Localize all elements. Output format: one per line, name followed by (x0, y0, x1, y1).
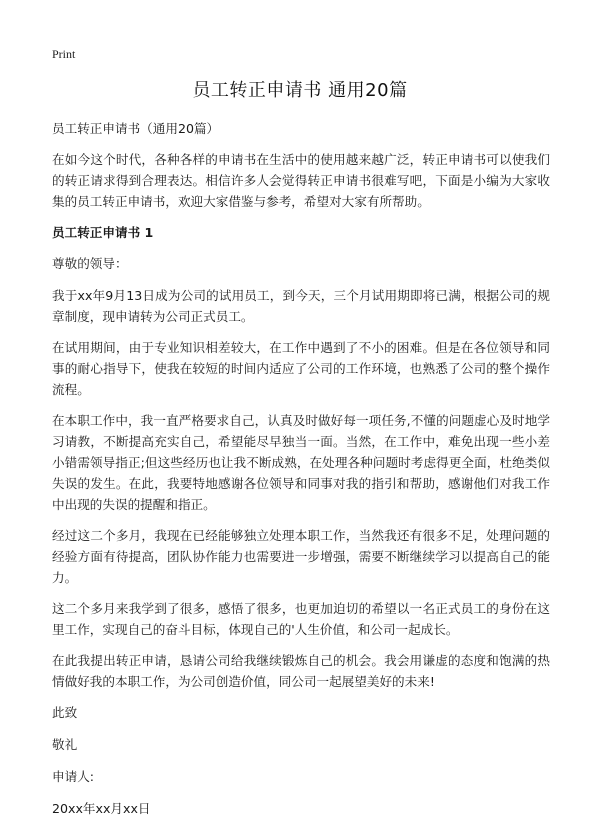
print-label: Print (52, 47, 76, 61)
body-paragraph: 这二个多月来我学到了很多，感悟了很多，也更加迫切的希望以一名正式员工的身份在这里工作，实现自己的奋斗目标，体现自己的'人生价值，和公司一起成长。 (52, 601, 550, 637)
body-paragraph: 在试用期间，由于专业知识相差较大，在工作中遇到了不小的困难。但是在各位领导和同事的耐心指导下，使我在较短的时间内适应了公司的工作环境，也熟悉了公司的整个操作流程。 (52, 340, 550, 397)
closing-line: 此致 (52, 705, 78, 720)
closing-salute: 敬礼 (52, 737, 78, 752)
body-paragraph: 经过这二个多月，我现在已经能够独立处理本职工作，当然我还有很多不足，处理问题的经验方面有待提高，团队协作能力也需要进一步增强，需要不断继续学习以提高自己的能力。 (52, 528, 550, 585)
body-paragraph: 在此我提出转正申请，恳请公司给我继续锻炼自己的机会。我会用谦虚的态度和饱满的热情做好我的本职工作，为公司创造价值，同公司一起展望美好的未来! (52, 653, 550, 689)
document-body (52, 118, 550, 830)
section-heading: 员工转正申请书 1 (52, 225, 154, 240)
page-title: 员工转正申请书 通用20篇 (192, 80, 408, 101)
body-paragraph: 在本职工作中，我一直严格要求自己，认真及时做好每一项任务,不懂的问题虚心及时地学习请教，不断提高充实自己，希望能尽早独当一面。当然，在工作中，难免出现一些小差小错需领导指正;但这些经历也让我不断成熟，在处理各种问题时考虑得更全面，杜绝类似失误的发生。在此，我要特地感谢各位领导和同事对我的指引和帮助，感谢他们对我工作中出现的失误的提醒和指正。 (52, 413, 550, 512)
body-paragraph: 我于xx年9月13日成为公司的试用员工，到今天，三个月试用期即将已满，根据公司的规章制度，现申请转为公司正式员工。 (52, 288, 550, 324)
salutation: 尊敬的领导： (52, 256, 128, 271)
date-line: 20xx年xx月xx日 (52, 801, 151, 816)
applicant-label: 申请人: (52, 769, 95, 784)
intro-paragraph: 在如今这个时代，各种各样的申请书在生活中的使用越来越广泛，转正申请书可以使我们的转正请求得到合理表达。相信许多人会觉得转正申请书很难写吧，下面是小编为大家收集的员工转正申请书，欢迎大家借鉴与参考，希望对大家有所帮助。 (52, 152, 550, 209)
document-subtitle: 员工转正申请书（通用20篇） (52, 121, 220, 136)
